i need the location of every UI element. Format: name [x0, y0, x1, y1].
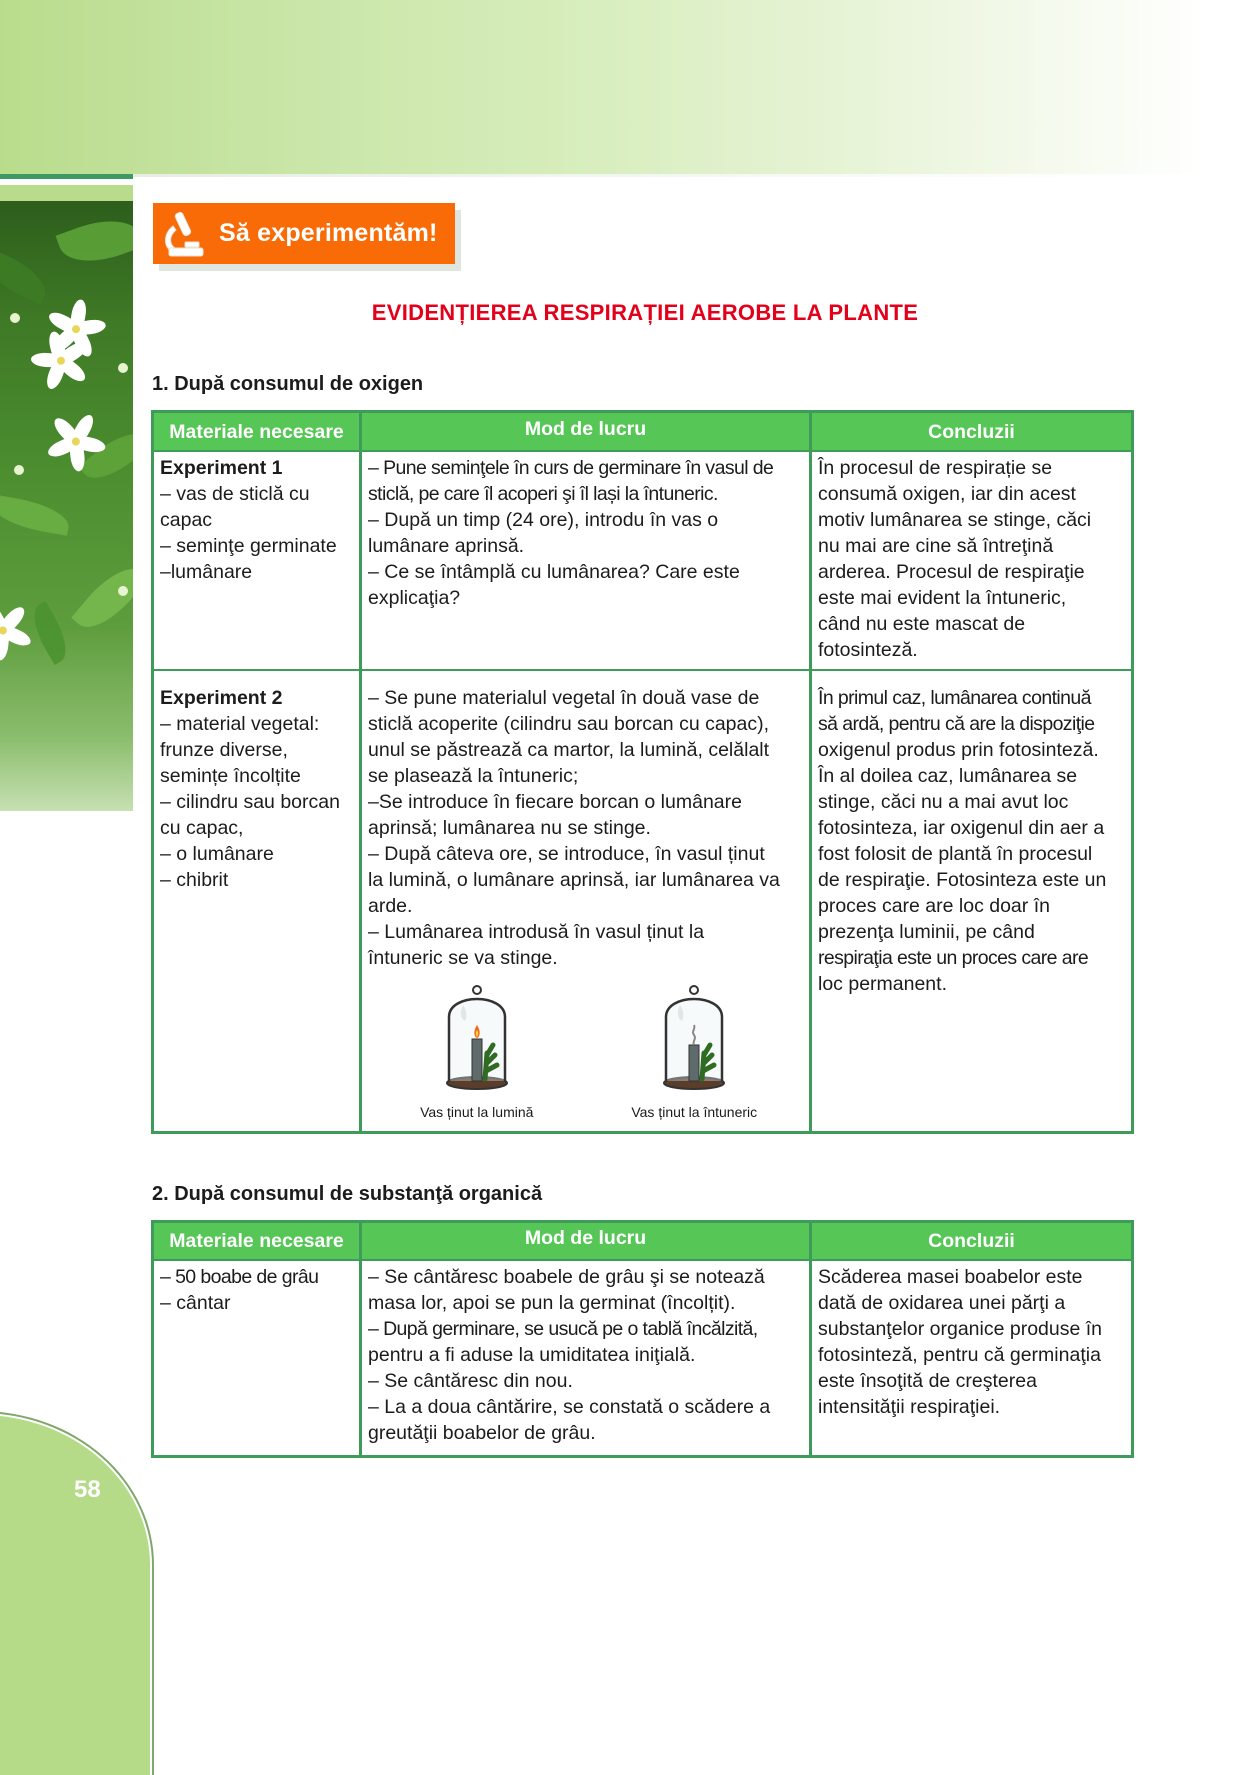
procedure-line: greutăţii boabelor de grâu.	[368, 1422, 596, 1444]
page-number: 58	[74, 1476, 101, 1503]
figure-caption: Vas ținut la lumină	[420, 1104, 534, 1120]
table-row	[153, 1260, 1133, 1456]
procedure-line: sticlă, pe care îl acoperi şi îl lași la întuneric.	[368, 483, 718, 505]
page-number-tab	[0, 1415, 150, 1775]
procedure-line: lumânare aprinsă.	[368, 535, 525, 557]
conclusion-line: În primul caz, lumânarea continuă	[818, 687, 1091, 709]
experiment-banner	[153, 203, 455, 264]
conclusions-cell	[811, 451, 1133, 670]
procedure-line: – Se cântăresc din nou.	[368, 1370, 573, 1392]
banner-label: Să experimentăm!	[219, 219, 438, 247]
column-header-procedure: Mod de lucru	[361, 412, 811, 452]
column-header-materials: Materiale necesare	[153, 1222, 361, 1261]
bell-jar-lit-candle-icon	[437, 983, 517, 1093]
procedure-line: explicaţia?	[368, 587, 461, 609]
material-item: – material vegetal:	[160, 713, 320, 735]
procedure-line: – Se cântăresc boabele de grâu şi se notează	[368, 1266, 765, 1288]
material-item: capac	[160, 509, 213, 531]
bell-jar-extinguished-candle-icon	[654, 983, 734, 1093]
oxygen-experiment-table	[151, 410, 1134, 1134]
table-row	[153, 451, 1133, 670]
flower-icon	[0, 590, 43, 672]
procedure-line: masa lor, apoi se pun la germinat (încolțit).	[368, 1292, 736, 1314]
conclusion-line: consumă oxigen, iar din acest	[818, 483, 1076, 505]
material-item: – 50 boabe de grâu	[160, 1266, 319, 1288]
figure-caption: Vas ținut la întuneric	[631, 1104, 758, 1120]
material-item: – seminţe germinate	[160, 535, 337, 557]
procedure-cell	[361, 451, 811, 670]
procedure-line: – Ce se întâmplă cu lumânarea? Care este	[368, 561, 740, 583]
procedure-line: – După câteva ore, se introduce, în vasul ținut	[368, 843, 765, 865]
header-rule	[0, 174, 133, 179]
conclusion-line: fotosinteză, pentru că germinaţia	[818, 1344, 1101, 1366]
material-item: – vas de sticlă cu	[160, 483, 310, 505]
procedure-line: întuneric se va stinge.	[368, 947, 558, 969]
microscope-icon	[159, 208, 211, 260]
experiment-title: Experiment 1	[160, 457, 283, 479]
material-item: cu capac,	[160, 817, 244, 839]
conclusion-line: fotosinteză.	[818, 639, 918, 661]
procedure-line: sticlă acoperite (cilindru sau borcan cu capac),	[368, 713, 770, 735]
conclusion-line: nu mai are cine să întreţină	[818, 535, 1054, 557]
conclusion-line: În procesul de respirație se	[818, 457, 1053, 479]
procedure-line: – După un timp (24 ore), introdu în vas o	[368, 509, 719, 531]
column-header-conclusions: Concluzii	[811, 412, 1133, 452]
procedure-cell	[361, 670, 811, 1133]
material-item: – chibrit	[160, 869, 229, 891]
conclusion-line: fost folosit de plantă în procesul	[818, 843, 1093, 865]
figure-light	[387, 983, 567, 1125]
conclusion-line: este însoţită de creşterea	[818, 1370, 1037, 1392]
procedure-line: aprinsă; lumânarea nu se stinge.	[368, 817, 651, 839]
conclusion-line: fotosinteza, iar oxigenul din aer a	[818, 817, 1105, 839]
procedure-line: unul se păstrează ca martor, la lumină, celălalt	[368, 739, 770, 761]
jasmine-flowers-photo	[0, 201, 133, 811]
conclusions-cell	[811, 1260, 1133, 1456]
material-item: – cilindru sau borcan	[160, 791, 340, 813]
conclusion-line: Scăderea masei boabelor este	[818, 1266, 1083, 1288]
procedure-line: arde.	[368, 895, 413, 917]
material-item: – cântar	[160, 1292, 231, 1314]
conclusion-line: respiraţia este un proces care are	[818, 947, 1089, 969]
procedure-line: – Pune seminţele în curs de germinare în vasul de	[368, 457, 774, 479]
conclusions-cell	[811, 670, 1133, 1133]
material-item: frunze diverse,	[160, 739, 288, 761]
header-gradient-band	[0, 0, 1240, 174]
material-item: –lumânare	[160, 561, 253, 583]
bell-jar-figures	[368, 983, 803, 1125]
conclusion-line: stinge, căci nu a mai avut loc	[818, 791, 1069, 813]
column-header-conclusions: Concluzii	[811, 1222, 1133, 1261]
figure-dark	[604, 983, 784, 1125]
column-header-procedure: Mod de lucru	[361, 1222, 811, 1261]
conclusion-line: intensităţii respiraţiei.	[818, 1396, 1001, 1418]
procedure-cell	[361, 1260, 811, 1456]
procedure-line: la lumină, o lumânare aprinsă, iar lumânarea va	[368, 869, 780, 891]
procedure-line: –Se introduce în fiecare borcan o lumânare	[368, 791, 742, 813]
header-rule-shadow	[133, 174, 1133, 177]
conclusion-line: este mai evident la întuneric,	[818, 587, 1067, 609]
materials-cell	[153, 451, 361, 670]
material-item: – o lumânare	[160, 843, 274, 865]
procedure-line: – Se pune materialul vegetal în două vase de	[368, 687, 760, 709]
conclusion-line: arderea. Procesul de respiraţie	[818, 561, 1085, 583]
conclusion-line: să ardă, pentru că are la dispoziţie	[818, 713, 1095, 735]
organic-substance-experiment-table	[151, 1220, 1134, 1458]
page-title: EVIDENȚIEREA RESPIRAȚIEI AEROBE LA PLANTE	[371, 300, 919, 325]
procedure-line: – La a doua cântărire, se constată o scădere a	[368, 1396, 771, 1418]
section-2-heading: 2. După consumul de substanţă organică	[152, 1183, 543, 1205]
sidebar-strip	[0, 185, 133, 201]
column-header-materials: Materiale necesare	[153, 412, 361, 452]
conclusion-line: oxigenul produs prin fotosinteză.	[818, 739, 1099, 761]
section-1-heading: 1. După consumul de oxigen	[152, 373, 424, 395]
conclusion-line: loc permanent.	[818, 973, 947, 995]
material-item: semințe încolțite	[160, 765, 301, 787]
procedure-line: pentru a fi aduse la umiditatea iniţială.	[368, 1344, 696, 1366]
conclusion-line: substanţelor organice produse în	[818, 1318, 1103, 1340]
conclusion-line: de respiraţie. Fotosinteza este un	[818, 869, 1107, 891]
conclusion-line: când nu este mascat de	[818, 613, 1026, 635]
conclusion-line: dată de oxidarea unei părţi a	[818, 1292, 1066, 1314]
conclusion-line: proces care are loc doar în	[818, 895, 1050, 917]
materials-cell	[153, 670, 361, 1133]
procedure-line: se plasează la întuneric;	[368, 765, 579, 787]
table-row	[153, 670, 1133, 1133]
procedure-line: – Lumânarea introdusă în vasul ținut la	[368, 921, 705, 943]
experiment-title: Experiment 2	[160, 687, 283, 709]
conclusion-line: motiv lumânarea se stinge, căci	[818, 509, 1092, 531]
conclusion-line: prezenţa luminii, pe când	[818, 921, 1035, 943]
materials-cell	[153, 1260, 361, 1456]
procedure-line: – După germinare, se usucă pe o tablă încălzită,	[368, 1318, 758, 1340]
conclusion-line: În al doilea caz, lumânarea se	[818, 765, 1078, 787]
